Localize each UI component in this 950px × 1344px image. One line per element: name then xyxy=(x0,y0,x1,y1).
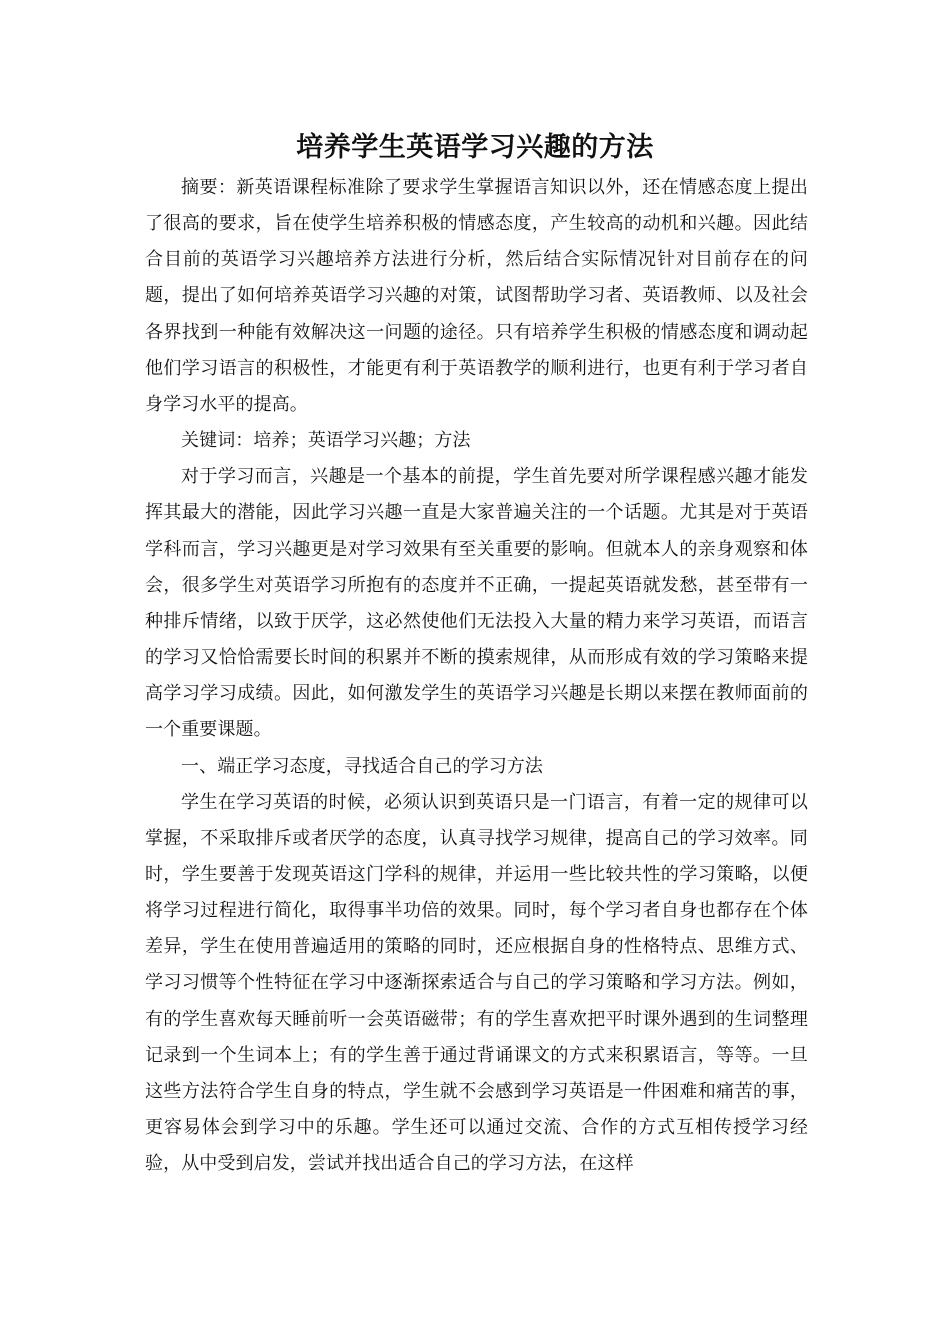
keywords-paragraph: 关键词：培养；英语学习兴趣；方法 xyxy=(181,430,471,452)
intro-paragraph: 对于学习而言，兴趣是一个基本的前提，学生首先要对所学课程感兴趣才能发挥其最大的潜能，因此学习兴趣一直是大家普遍关注的一个话题。尤其是对于英语学科而言，学习兴趣更是对学习效果有至关重要的影响。但就本人的亲身观察和体会，很多学生对英语学习所抱有的态度并不正确，一提起英语就发愁，甚至带有一种排斥情绪，以致于厌学，这必然使他们无法投入大量的精力来学习英语，而语言的学习又恰恰需要长时间的积累并不断的摸索规律，从而形成有效的学习策略来提高学习学习成绩。因此，如何激发学生的英语学习兴趣是长期以来摆在教师面前的一个重要课题。 xyxy=(145,466,808,741)
abstract-paragraph: 摘要：新英语课程标准除了要求学生掌握语言知识以外，还在情感态度上提出了很高的要求，旨在使学生培养积极的情感态度，产生较高的动机和兴趣。因此结合目前的英语学习兴趣培养方法进行分析，然后结合实际情况针对目前存在的问题，提出了如何培养英语学习兴趣的对策，试图帮助学习者、英语教师、以及社会各界找到一种能有效解决这一问题的途径。只有培养学生积极的情感态度和调动起他们学习语言的积极性，才能更有利于英语教学的顺利进行，也更有利于学习者自身学习水平的提高。 xyxy=(145,177,808,415)
document-title: 培养学生英语学习兴趣的方法 xyxy=(296,132,654,163)
section-heading-1: 一、端正学习态度，寻找适合自己的学习方法 xyxy=(181,755,543,777)
document-body xyxy=(145,170,808,1182)
section-1-paragraph: 学生在学习英语的时候，必须认识到英语只是一门语言，有着一定的规律可以掌握，不采取排斥或者厌学的态度，认真寻找学习规律，提高自己的学习效率。同时，学生要善于发现英语这门学科的规律，并运用一些比较共性的学习策略，以便将学习过程进行简化，取得事半功倍的效果。同时，每个学习者自身也都存在个体差异，学生在使用普遍适用的策略的同时，还应根据自身的性格特点、思维方式、学习习惯等个性特征在学习中逐渐探索适合与自己的学习策略和学习方法。例如，有的学生喜欢每天睡前听一会英语磁带；有的学生喜欢把平时课外遇到的生词整理记录到一个生词本上；有的学生善于通过背诵课文的方式来积累语言，等等。一旦这些方法符合学生自身的特点，学生就不会感到学习英语是一件困难和痛苦的事，更容易体会到学习中的乐趣。学生还可以通过交流、合作的方式互相传授学习经验，从中受到启发，尝试并找出适合自己的学习方法，在这样 xyxy=(145,791,808,1175)
